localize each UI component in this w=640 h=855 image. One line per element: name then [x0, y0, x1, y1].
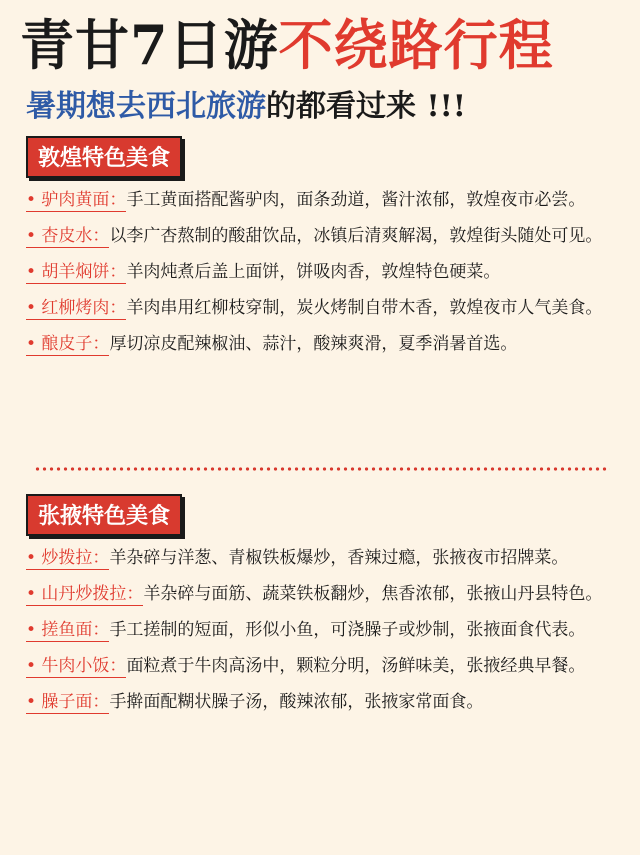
subtitle-black: 的都看过来 !!! [266, 89, 466, 124]
item-name: • 搓鱼面： [26, 620, 110, 640]
item-description: 手工搓制的短面，形似小鱼，可浇臊子或炒制，张掖面食代表。 [109, 620, 586, 640]
list-item [26, 328, 626, 360]
list-item [26, 184, 626, 216]
list-item [26, 292, 626, 324]
item-name: • 杏皮水： [26, 226, 110, 246]
section-heading-zhangye: 张掖特色美食 [26, 494, 182, 536]
title-red: 不绕路行程 [278, 13, 554, 77]
dunhuang-food-list [26, 184, 626, 364]
dotted-divider [34, 466, 610, 472]
list-item [26, 614, 626, 646]
item-name: • 胡羊焖饼： [26, 262, 127, 282]
title-black: 青甘7日游 [20, 13, 279, 77]
page-subtitle [26, 84, 466, 130]
item-name: • 牛肉小饭： [26, 656, 127, 676]
item-name: • 红柳烤肉： [26, 298, 127, 318]
item-description: 以李广杏熬制的酸甜饮品，冰镇后清爽解渴，敦煌街头随处可见。 [109, 226, 603, 246]
item-description: 羊肉炖煮后盖上面饼，饼吸肉香，敦煌特色硬菜。 [126, 262, 501, 282]
page-title [20, 8, 630, 82]
list-item [26, 686, 626, 718]
item-name: • 酿皮子： [26, 334, 110, 354]
section-heading-dunhuang: 敦煌特色美食 [26, 136, 182, 178]
item-description: 羊杂碎与面筋、蔬菜铁板翻炒，焦香浓郁，张掖山丹县特色。 [143, 584, 603, 604]
item-description: 面粒煮于牛肉高汤中，颗粒分明，汤鲜味美，张掖经典早餐。 [126, 656, 586, 676]
item-description: 羊杂碎与洋葱、青椒铁板爆炒，香辣过瘾，张掖夜市招牌菜。 [109, 548, 569, 568]
list-item [26, 256, 626, 288]
item-description: 手擀面配糊状臊子汤，酸辣浓郁，张掖家常面食。 [109, 692, 484, 712]
item-description: 厚切凉皮配辣椒油、蒜汁，酸辣爽滑，夏季消暑首选。 [109, 334, 518, 354]
list-item [26, 650, 626, 682]
item-name: • 炒拨拉： [26, 548, 110, 568]
item-description: 羊肉串用红柳枝穿制，炭火烤制自带木香，敦煌夜市人气美食。 [126, 298, 603, 318]
list-item [26, 542, 626, 574]
zhangye-food-list [26, 542, 626, 722]
list-item [26, 220, 626, 252]
subtitle-blue: 暑期想去西北旅游 [26, 89, 266, 124]
item-name: • 驴肉黄面： [26, 190, 127, 210]
item-description: 手工黄面搭配酱驴肉，面条劲道，酱汁浓郁，敦煌夜市必尝。 [126, 190, 586, 210]
item-name: • 臊子面： [26, 692, 110, 712]
item-name: • 山丹炒拨拉： [26, 584, 144, 604]
list-item [26, 578, 626, 610]
